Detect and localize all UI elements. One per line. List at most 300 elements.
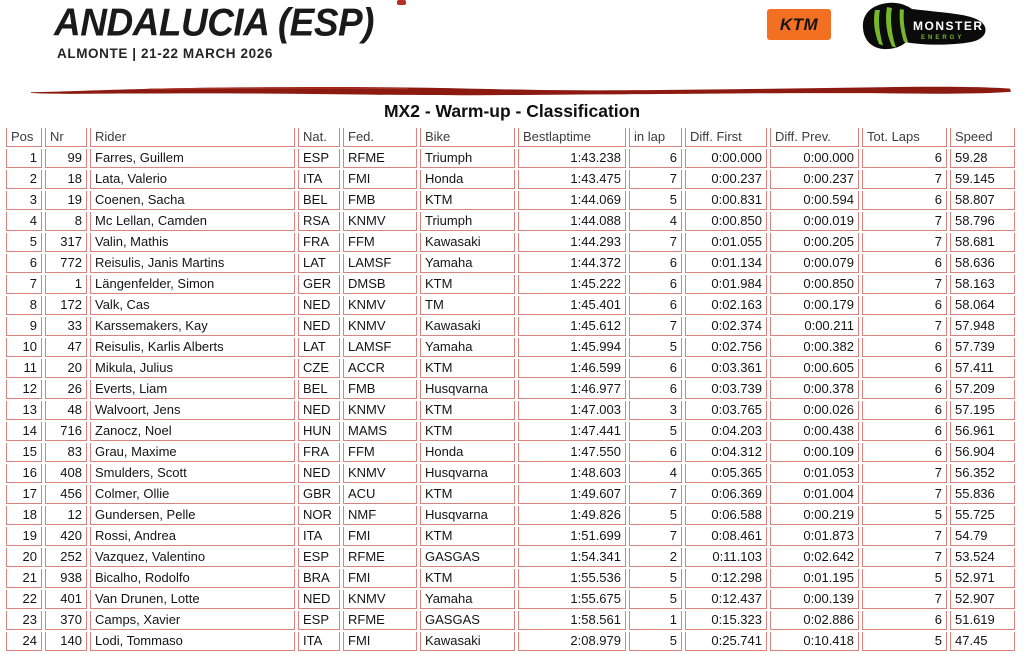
cell-bestlaptime: 1:49.826 xyxy=(518,506,626,525)
cell-bestlaptime: 1:45.612 xyxy=(518,317,626,336)
cell-bestlaptime: 1:44.372 xyxy=(518,254,626,273)
cell-speed: 57.948 xyxy=(950,317,1015,336)
col-header-nat: Nat. xyxy=(298,128,340,147)
cell-speed: 59.28 xyxy=(950,149,1015,168)
cell-pos: 12 xyxy=(6,380,42,399)
table-row xyxy=(6,212,1015,231)
cell-tot_laps: 7 xyxy=(862,527,947,546)
cell-fed: FFM xyxy=(343,233,417,252)
cell-tot_laps: 5 xyxy=(862,632,947,651)
cell-rider: Gundersen, Pelle xyxy=(90,506,295,525)
cell-pos: 17 xyxy=(6,485,42,504)
cell-bestlaptime: 1:51.699 xyxy=(518,527,626,546)
cell-diff_first: 0:01.984 xyxy=(685,275,767,294)
cell-bike: Kawasaki xyxy=(420,233,515,252)
cell-diff_prev: 0:02.886 xyxy=(770,611,859,630)
cell-speed: 58.796 xyxy=(950,212,1015,231)
cell-nr: 48 xyxy=(45,401,87,420)
cell-diff_prev: 0:00.000 xyxy=(770,149,859,168)
cell-diff_first: 0:06.369 xyxy=(685,485,767,504)
table-row xyxy=(6,233,1015,252)
table-row xyxy=(6,527,1015,546)
cell-inlap: 6 xyxy=(629,359,682,378)
cell-tot_laps: 6 xyxy=(862,443,947,462)
cell-tot_laps: 7 xyxy=(862,464,947,483)
cell-diff_prev: 0:00.594 xyxy=(770,191,859,210)
cell-nat: FRA xyxy=(298,233,340,252)
cell-rider: Valin, Mathis xyxy=(90,233,295,252)
cell-pos: 1 xyxy=(6,149,42,168)
cell-nr: 8 xyxy=(45,212,87,231)
cell-nr: 456 xyxy=(45,485,87,504)
cell-nr: 20 xyxy=(45,359,87,378)
cell-nat: LAT xyxy=(298,254,340,273)
cell-bike: Honda xyxy=(420,170,515,189)
col-header-diff-first: Diff. First xyxy=(685,128,767,147)
cell-pos: 15 xyxy=(6,443,42,462)
cell-bike: Kawasaki xyxy=(420,317,515,336)
table-row xyxy=(6,191,1015,210)
cell-nr: 408 xyxy=(45,464,87,483)
cell-tot_laps: 6 xyxy=(862,611,947,630)
header-row xyxy=(6,128,1015,147)
cell-nat: BRA xyxy=(298,569,340,588)
cell-pos: 11 xyxy=(6,359,42,378)
cell-diff_prev: 0:01.873 xyxy=(770,527,859,546)
cell-nr: 252 xyxy=(45,548,87,567)
cell-pos: 20 xyxy=(6,548,42,567)
cell-rider: Walvoort, Jens xyxy=(90,401,295,420)
cell-diff_first: 0:03.765 xyxy=(685,401,767,420)
col-header-tot-laps: Tot. Laps xyxy=(862,128,947,147)
cell-fed: KNMV xyxy=(343,464,417,483)
cell-bestlaptime: 2:08.979 xyxy=(518,632,626,651)
cell-nat: BEL xyxy=(298,380,340,399)
cell-bike: KTM xyxy=(420,569,515,588)
cell-diff_first: 0:03.739 xyxy=(685,380,767,399)
cell-diff_first: 0:11.103 xyxy=(685,548,767,567)
cell-tot_laps: 7 xyxy=(862,212,947,231)
cell-nat: NED xyxy=(298,401,340,420)
ktm-logo-text: KTM xyxy=(779,15,819,34)
cell-nr: 772 xyxy=(45,254,87,273)
cell-rider: Colmer, Ollie xyxy=(90,485,295,504)
cell-diff_prev: 0:00.378 xyxy=(770,380,859,399)
cell-diff_first: 0:00.850 xyxy=(685,212,767,231)
cell-bestlaptime: 1:43.475 xyxy=(518,170,626,189)
cell-inlap: 6 xyxy=(629,254,682,273)
cell-pos: 6 xyxy=(6,254,42,273)
cell-pos: 8 xyxy=(6,296,42,315)
cell-speed: 57.739 xyxy=(950,338,1015,357)
cell-tot_laps: 6 xyxy=(862,422,947,441)
cell-bike: KTM xyxy=(420,485,515,504)
cell-inlap: 6 xyxy=(629,443,682,462)
cell-diff_first: 0:05.365 xyxy=(685,464,767,483)
cell-tot_laps: 5 xyxy=(862,506,947,525)
cell-diff_first: 0:03.361 xyxy=(685,359,767,378)
cell-nat: NED xyxy=(298,464,340,483)
cell-nr: 370 xyxy=(45,611,87,630)
cell-inlap: 7 xyxy=(629,317,682,336)
table-row xyxy=(6,317,1015,336)
event-subtitle: ALMONTE | 21-22 MARCH 2026 xyxy=(57,46,273,61)
cell-diff_prev: 0:00.605 xyxy=(770,359,859,378)
cell-inlap: 4 xyxy=(629,212,682,231)
cell-bike: Triumph xyxy=(420,149,515,168)
cell-bike: Husqvarna xyxy=(420,464,515,483)
cell-fed: MAMS xyxy=(343,422,417,441)
cell-fed: FMB xyxy=(343,380,417,399)
cell-bestlaptime: 1:44.293 xyxy=(518,233,626,252)
cell-pos: 4 xyxy=(6,212,42,231)
cell-pos: 7 xyxy=(6,275,42,294)
table-row xyxy=(6,401,1015,420)
cell-speed: 56.352 xyxy=(950,464,1015,483)
cell-fed: FFM xyxy=(343,443,417,462)
cell-rider: Vazquez, Valentino xyxy=(90,548,295,567)
cell-diff_prev: 0:01.004 xyxy=(770,485,859,504)
cell-speed: 58.064 xyxy=(950,296,1015,315)
table-row xyxy=(6,569,1015,588)
cell-inlap: 6 xyxy=(629,275,682,294)
cell-bestlaptime: 1:49.607 xyxy=(518,485,626,504)
cell-bestlaptime: 1:58.561 xyxy=(518,611,626,630)
cell-diff_prev: 0:00.026 xyxy=(770,401,859,420)
table-row xyxy=(6,590,1015,609)
cell-bestlaptime: 1:46.599 xyxy=(518,359,626,378)
results-table-body xyxy=(6,149,1015,651)
cell-bestlaptime: 1:47.441 xyxy=(518,422,626,441)
table-row xyxy=(6,422,1015,441)
cell-rider: Karssemakers, Kay xyxy=(90,317,295,336)
cell-diff_prev: 0:01.053 xyxy=(770,464,859,483)
cell-pos: 16 xyxy=(6,464,42,483)
cell-bike: Honda xyxy=(420,443,515,462)
cell-diff_first: 0:06.588 xyxy=(685,506,767,525)
col-header-speed: Speed xyxy=(950,128,1015,147)
cell-inlap: 7 xyxy=(629,170,682,189)
cell-diff_prev: 0:02.642 xyxy=(770,548,859,567)
table-row xyxy=(6,149,1015,168)
cell-bike: KTM xyxy=(420,527,515,546)
cell-pos: 5 xyxy=(6,233,42,252)
cell-tot_laps: 6 xyxy=(862,380,947,399)
cell-speed: 54.79 xyxy=(950,527,1015,546)
cell-fed: KNMV xyxy=(343,296,417,315)
cell-bike: Husqvarna xyxy=(420,380,515,399)
cell-rider: Reisulis, Karlis Alberts xyxy=(90,338,295,357)
col-header-diff-prev: Diff. Prev. xyxy=(770,128,859,147)
cell-bike: Kawasaki xyxy=(420,632,515,651)
cell-fed: KNMV xyxy=(343,317,417,336)
cell-bestlaptime: 1:44.069 xyxy=(518,191,626,210)
cell-inlap: 7 xyxy=(629,485,682,504)
col-header-rider: Rider xyxy=(90,128,295,147)
cell-tot_laps: 6 xyxy=(862,149,947,168)
cell-bestlaptime: 1:47.550 xyxy=(518,443,626,462)
cell-diff_first: 0:15.323 xyxy=(685,611,767,630)
cell-nat: GER xyxy=(298,275,340,294)
cell-bike: KTM xyxy=(420,359,515,378)
table-row xyxy=(6,275,1015,294)
cell-diff_first: 0:00.831 xyxy=(685,191,767,210)
cell-nat: ESP xyxy=(298,149,340,168)
cell-nr: 33 xyxy=(45,317,87,336)
cell-rider: Smulders, Scott xyxy=(90,464,295,483)
cell-nr: 18 xyxy=(45,170,87,189)
cell-inlap: 2 xyxy=(629,548,682,567)
cell-inlap: 3 xyxy=(629,401,682,420)
cell-rider: Reisulis, Janis Martins xyxy=(90,254,295,273)
cell-fed: FMI xyxy=(343,527,417,546)
cell-rider: Van Drunen, Lotte xyxy=(90,590,295,609)
table-row xyxy=(6,296,1015,315)
cell-bike: Husqvarna xyxy=(420,506,515,525)
cell-nr: 172 xyxy=(45,296,87,315)
cell-fed: RFME xyxy=(343,611,417,630)
cell-diff_prev: 0:01.195 xyxy=(770,569,859,588)
cell-rider: Bicalho, Rodolfo xyxy=(90,569,295,588)
cell-nat: NED xyxy=(298,317,340,336)
cell-tot_laps: 7 xyxy=(862,317,947,336)
cell-nat: BEL xyxy=(298,191,340,210)
cell-rider: Rossi, Andrea xyxy=(90,527,295,546)
cell-diff_prev: 0:00.438 xyxy=(770,422,859,441)
cell-diff_first: 0:08.461 xyxy=(685,527,767,546)
cell-nr: 99 xyxy=(45,149,87,168)
cell-nr: 47 xyxy=(45,338,87,357)
cell-diff_first: 0:01.055 xyxy=(685,233,767,252)
cell-inlap: 6 xyxy=(629,149,682,168)
cell-bestlaptime: 1:47.003 xyxy=(518,401,626,420)
monster-energy-logo xyxy=(858,1,990,53)
cell-speed: 47.45 xyxy=(950,632,1015,651)
cell-tot_laps: 7 xyxy=(862,233,947,252)
cell-diff_first: 0:02.756 xyxy=(685,338,767,357)
cell-nr: 317 xyxy=(45,233,87,252)
cell-speed: 55.836 xyxy=(950,485,1015,504)
table-row xyxy=(6,506,1015,525)
cell-bestlaptime: 1:55.675 xyxy=(518,590,626,609)
cell-inlap: 5 xyxy=(629,569,682,588)
cell-fed: ACU xyxy=(343,485,417,504)
cell-diff_prev: 0:00.019 xyxy=(770,212,859,231)
cell-inlap: 5 xyxy=(629,338,682,357)
cell-diff_first: 0:02.374 xyxy=(685,317,767,336)
cell-speed: 58.163 xyxy=(950,275,1015,294)
cell-fed: FMB xyxy=(343,191,417,210)
cell-pos: 19 xyxy=(6,527,42,546)
cell-diff_prev: 0:00.237 xyxy=(770,170,859,189)
table-row xyxy=(6,632,1015,651)
cell-speed: 55.725 xyxy=(950,506,1015,525)
cell-diff_prev: 0:00.211 xyxy=(770,317,859,336)
cell-nr: 1 xyxy=(45,275,87,294)
cell-inlap: 6 xyxy=(629,380,682,399)
event-title: ANDALUCIA (ESP) xyxy=(54,1,375,44)
cell-inlap: 5 xyxy=(629,422,682,441)
cell-rider: Lata, Valerio xyxy=(90,170,295,189)
table-row xyxy=(6,611,1015,630)
table-row xyxy=(6,254,1015,273)
cell-diff_first: 0:04.312 xyxy=(685,443,767,462)
cell-diff_prev: 0:00.850 xyxy=(770,275,859,294)
cell-fed: FMI xyxy=(343,170,417,189)
cell-diff_first: 0:02.163 xyxy=(685,296,767,315)
cell-diff_prev: 0:00.219 xyxy=(770,506,859,525)
cell-bike: KTM xyxy=(420,401,515,420)
cell-bike: Triumph xyxy=(420,212,515,231)
results-table xyxy=(3,126,1018,653)
cell-inlap: 1 xyxy=(629,611,682,630)
cell-pos: 13 xyxy=(6,401,42,420)
cell-tot_laps: 6 xyxy=(862,254,947,273)
cell-bike: GASGAS xyxy=(420,611,515,630)
cell-nr: 938 xyxy=(45,569,87,588)
cell-rider: Coenen, Sacha xyxy=(90,191,295,210)
cell-bike: Yamaha xyxy=(420,590,515,609)
cell-diff_prev: 0:00.109 xyxy=(770,443,859,462)
cell-tot_laps: 7 xyxy=(862,275,947,294)
cell-fed: DMSB xyxy=(343,275,417,294)
cell-bestlaptime: 1:45.994 xyxy=(518,338,626,357)
cell-rider: Everts, Liam xyxy=(90,380,295,399)
cell-nat: NED xyxy=(298,296,340,315)
cell-inlap: 7 xyxy=(629,527,682,546)
cell-diff_prev: 0:00.139 xyxy=(770,590,859,609)
cell-nr: 401 xyxy=(45,590,87,609)
cell-bestlaptime: 1:45.222 xyxy=(518,275,626,294)
cell-diff_prev: 0:10.418 xyxy=(770,632,859,651)
cell-diff_first: 0:12.437 xyxy=(685,590,767,609)
cell-fed: KNMV xyxy=(343,590,417,609)
brush-artifact xyxy=(397,0,406,5)
table-row xyxy=(6,548,1015,567)
table-row xyxy=(6,170,1015,189)
cell-diff_prev: 0:00.179 xyxy=(770,296,859,315)
cell-speed: 57.209 xyxy=(950,380,1015,399)
cell-fed: NMF xyxy=(343,506,417,525)
cell-tot_laps: 5 xyxy=(862,569,947,588)
cell-nr: 716 xyxy=(45,422,87,441)
cell-diff_first: 0:00.000 xyxy=(685,149,767,168)
cell-nat: NOR xyxy=(298,506,340,525)
col-header-bestlaptime: Bestlaptime xyxy=(518,128,626,147)
cell-speed: 59.145 xyxy=(950,170,1015,189)
cell-nat: CZE xyxy=(298,359,340,378)
cell-fed: ACCR xyxy=(343,359,417,378)
monster-energy-text: ENERGY xyxy=(921,35,965,41)
cell-rider: Farres, Guillem xyxy=(90,149,295,168)
cell-inlap: 4 xyxy=(629,464,682,483)
cell-pos: 2 xyxy=(6,170,42,189)
cell-fed: RFME xyxy=(343,548,417,567)
cell-pos: 18 xyxy=(6,506,42,525)
cell-diff_prev: 0:00.382 xyxy=(770,338,859,357)
brush-divider xyxy=(28,84,1013,98)
cell-tot_laps: 6 xyxy=(862,296,947,315)
cell-tot_laps: 6 xyxy=(862,401,947,420)
table-row xyxy=(6,443,1015,462)
cell-speed: 56.904 xyxy=(950,443,1015,462)
cell-inlap: 7 xyxy=(629,233,682,252)
cell-nr: 12 xyxy=(45,506,87,525)
cell-inlap: 5 xyxy=(629,191,682,210)
cell-fed: FMI xyxy=(343,632,417,651)
cell-speed: 52.971 xyxy=(950,569,1015,588)
cell-inlap: 6 xyxy=(629,296,682,315)
cell-rider: Grau, Maxime xyxy=(90,443,295,462)
cell-tot_laps: 7 xyxy=(862,170,947,189)
cell-diff_first: 0:04.203 xyxy=(685,422,767,441)
col-header-bike: Bike xyxy=(420,128,515,147)
ktm-logo xyxy=(767,9,831,40)
cell-speed: 57.411 xyxy=(950,359,1015,378)
cell-bestlaptime: 1:48.603 xyxy=(518,464,626,483)
cell-bestlaptime: 1:54.341 xyxy=(518,548,626,567)
cell-bike: Yamaha xyxy=(420,254,515,273)
cell-bestlaptime: 1:45.401 xyxy=(518,296,626,315)
cell-speed: 58.681 xyxy=(950,233,1015,252)
cell-pos: 3 xyxy=(6,191,42,210)
cell-speed: 57.195 xyxy=(950,401,1015,420)
cell-speed: 58.636 xyxy=(950,254,1015,273)
cell-pos: 21 xyxy=(6,569,42,588)
cell-nat: ITA xyxy=(298,632,340,651)
cell-nat: HUN xyxy=(298,422,340,441)
cell-diff_prev: 0:00.079 xyxy=(770,254,859,273)
cell-speed: 58.807 xyxy=(950,191,1015,210)
cell-rider: Längenfelder, Simon xyxy=(90,275,295,294)
cell-tot_laps: 6 xyxy=(862,191,947,210)
cell-fed: LAMSF xyxy=(343,254,417,273)
cell-tot_laps: 7 xyxy=(862,548,947,567)
cell-bestlaptime: 1:44.088 xyxy=(518,212,626,231)
cell-bike: KTM xyxy=(420,422,515,441)
table-row xyxy=(6,485,1015,504)
cell-rider: Camps, Xavier xyxy=(90,611,295,630)
cell-rider: Mikula, Julius xyxy=(90,359,295,378)
cell-pos: 10 xyxy=(6,338,42,357)
cell-bestlaptime: 1:43.238 xyxy=(518,149,626,168)
cell-nr: 26 xyxy=(45,380,87,399)
cell-fed: FMI xyxy=(343,569,417,588)
col-header-inlap: in lap xyxy=(629,128,682,147)
cell-fed: LAMSF xyxy=(343,338,417,357)
cell-nat: ITA xyxy=(298,170,340,189)
cell-rider: Mc Lellan, Camden xyxy=(90,212,295,231)
cell-rider: Lodi, Tommaso xyxy=(90,632,295,651)
cell-inlap: 5 xyxy=(629,632,682,651)
cell-speed: 51.619 xyxy=(950,611,1015,630)
cell-rider: Valk, Cas xyxy=(90,296,295,315)
cell-pos: 14 xyxy=(6,422,42,441)
cell-nr: 83 xyxy=(45,443,87,462)
cell-fed: KNMV xyxy=(343,212,417,231)
cell-fed: KNMV xyxy=(343,401,417,420)
cell-pos: 23 xyxy=(6,611,42,630)
classification-title: MX2 - Warm-up - Classification xyxy=(383,101,641,121)
cell-pos: 24 xyxy=(6,632,42,651)
cell-nat: ITA xyxy=(298,527,340,546)
cell-bestlaptime: 1:55.536 xyxy=(518,569,626,588)
cell-tot_laps: 6 xyxy=(862,338,947,357)
cell-bike: KTM xyxy=(420,275,515,294)
cell-inlap: 5 xyxy=(629,506,682,525)
cell-pos: 9 xyxy=(6,317,42,336)
cell-speed: 53.524 xyxy=(950,548,1015,567)
